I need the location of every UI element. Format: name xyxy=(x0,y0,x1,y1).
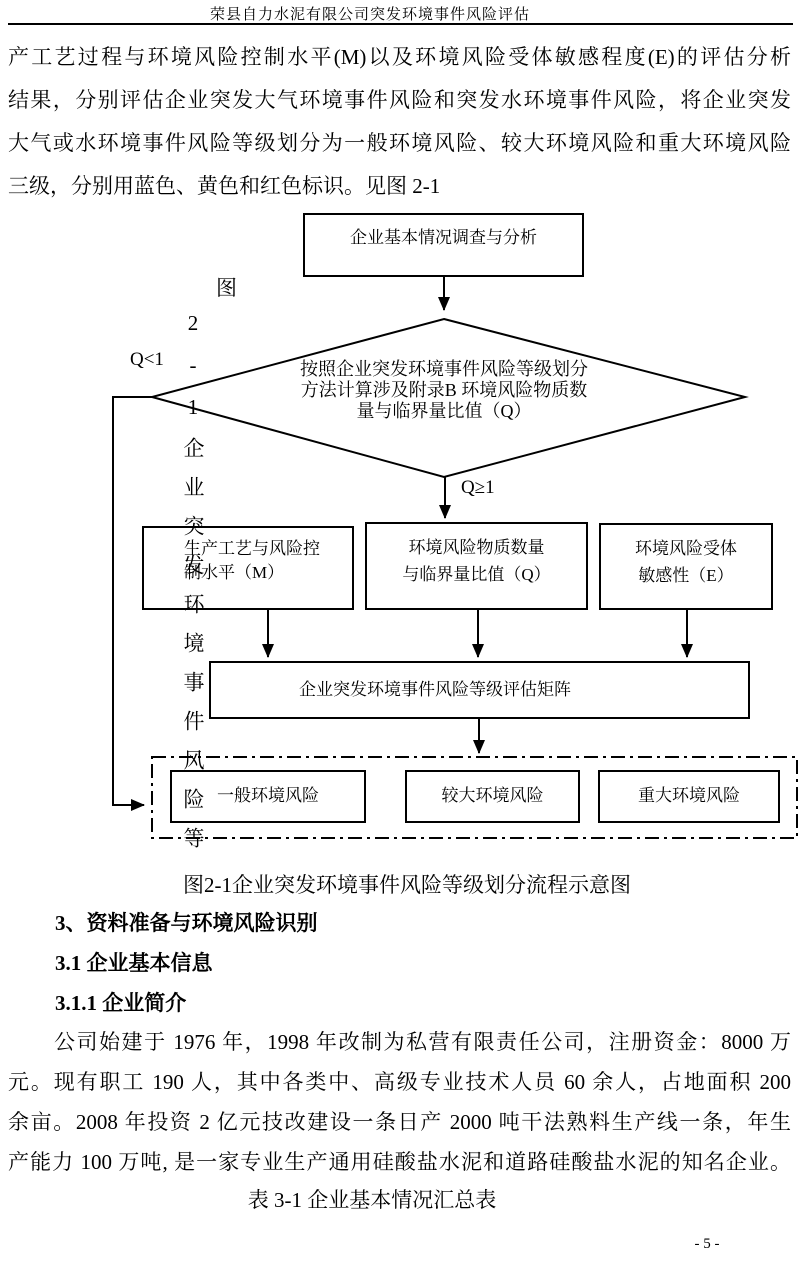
flow-box-matrix: 企业突发环境事件风险等级评估矩阵 xyxy=(209,661,750,719)
page-header-title: 荣县自力水泥有限公司突发环境事件风险评估 xyxy=(210,7,531,23)
diamond-text-line: 按照企业突发环境事件风险等级划分 xyxy=(300,359,588,379)
side-overflow-caption-vertical: 2-1企业突发环境事件风险等 xyxy=(181,311,205,866)
factor-q-line: 与临界量比值（Q） xyxy=(402,565,551,584)
figure-caption: 图2-1企业突发环境事件风险等级划分流程示意图 xyxy=(183,873,631,897)
flow-box-result-major: 重大环境风险 xyxy=(598,770,780,823)
paragraph-line: 产能力 100 万吨, 是一家专业生产通用硅酸盐水泥和道路硅酸盐水泥的知名企业。 xyxy=(8,1150,791,1174)
paragraph-line: 三级，分别用蓝色、黄色和红色标识。见图 2-1 xyxy=(8,174,441,198)
factor-m-line: 制水平（M） xyxy=(184,563,285,582)
diamond-text-line: 量与临界量比值（Q） xyxy=(356,401,532,421)
flow-box-factor-q xyxy=(365,522,588,610)
section-heading-sub: 3.1 企业基本信息 xyxy=(55,951,213,975)
paragraph-line: 余亩。2008 年投资 2 亿元技改建设一条日产 2000 吨干法熟料生产线一条，年生 xyxy=(8,1110,791,1134)
factor-m-line: 生产工艺与风险控 xyxy=(184,539,320,558)
diamond-text-line: 方法计算涉及附录B 环境风险物质数 xyxy=(300,380,588,400)
paragraph-line: 产工艺过程与环境风险控制水平(M)以及环境风险受体敏感程度(E)的评估分析 xyxy=(8,45,791,69)
branch-label-q-less: Q<1 xyxy=(130,349,164,370)
paragraph-line: 结果，分别评估企业突发大气环境事件风险和突发水环境事件风险，将企业突发 xyxy=(8,88,791,112)
flow-box-factor-e xyxy=(599,523,773,610)
flow-box-survey: 企业基本情况调查与分析 xyxy=(303,213,584,277)
paragraph-line: 大气或水环境事件风险等级划分为一般环境风险、较大环境风险和重大环境风险 xyxy=(8,131,791,155)
side-overflow-caption-first-char: 图 xyxy=(216,276,237,300)
table-caption: 表 3-1 企业基本情况汇总表 xyxy=(247,1188,497,1212)
section-heading-subsub: 3.1.1 企业简介 xyxy=(55,991,187,1015)
page-number: - 5 - xyxy=(694,1236,720,1252)
flow-box-result-general: 一般环境风险 xyxy=(170,770,366,823)
branch-label-q-greater-equal: Q≥1 xyxy=(461,477,495,498)
section-heading-main: 3、资料准备与环境风险识别 xyxy=(55,911,318,935)
factor-e-line: 环境风险受体 xyxy=(635,539,737,558)
factor-e-line: 敏感性（E） xyxy=(638,566,734,585)
paragraph-line: 公司始建于 1976 年，1998 年改制为私营有限责任公司，注册资金：8000 万 xyxy=(54,1030,791,1054)
flow-decision-diamond-text xyxy=(244,359,644,422)
flow-box-result-larger: 较大环境风险 xyxy=(405,770,580,823)
paragraph-line: 元。现有职工 190 人，其中各类中、高级专业技术人员 60 余人，占地面积 200 xyxy=(8,1070,791,1094)
flow-box-factor-m xyxy=(142,526,354,610)
factor-q-line: 环境风险物质数量 xyxy=(408,538,545,557)
